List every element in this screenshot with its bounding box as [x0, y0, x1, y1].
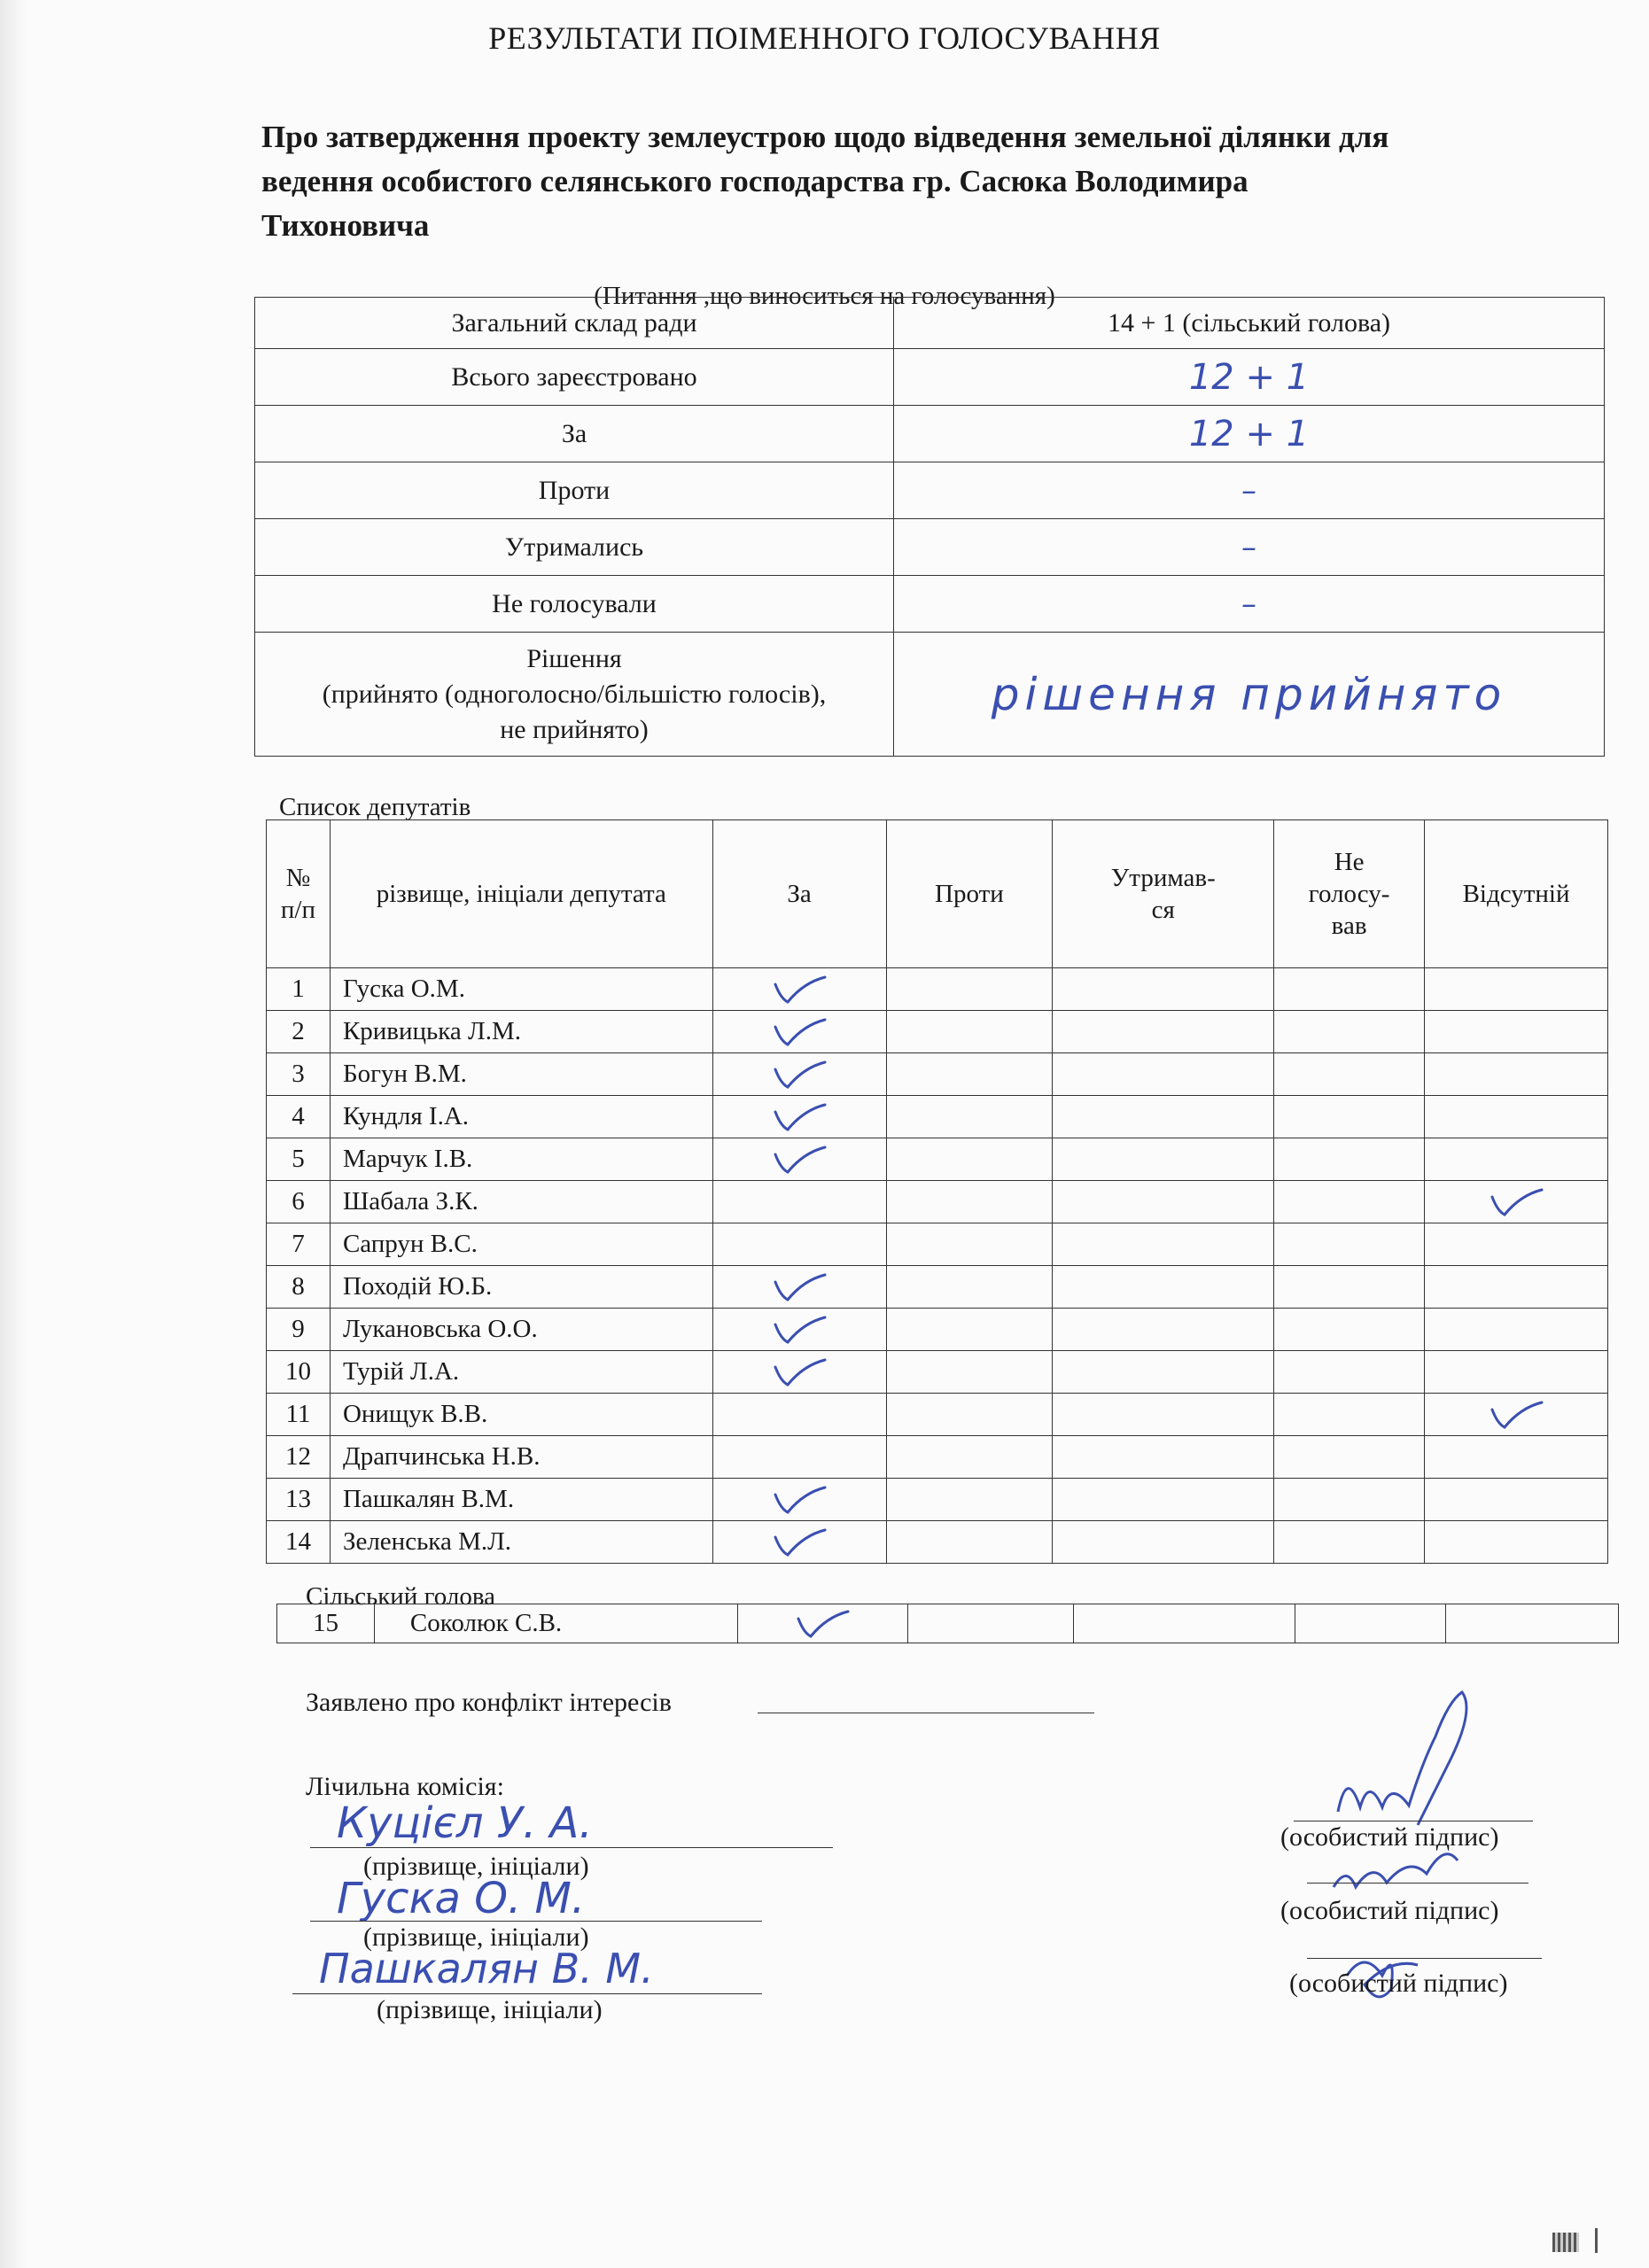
table-row: [267, 1138, 1608, 1181]
cell-abstained: [1053, 1479, 1274, 1521]
table-row: [267, 1479, 1608, 1521]
cell-proty: [886, 1223, 1053, 1266]
table-row: [267, 1521, 1608, 1564]
summary-label: Утримались: [255, 519, 894, 576]
checkmark-icon: [768, 1525, 830, 1560]
cell-not-voted: [1274, 1138, 1425, 1181]
cell-za: [712, 1309, 886, 1351]
cell-proty: [886, 1138, 1053, 1181]
signature-line: [1307, 1883, 1528, 1884]
header-abstained: [1053, 820, 1274, 968]
summary-row: [255, 349, 1605, 406]
cell-absent: [1425, 1053, 1608, 1096]
cell-proty: [886, 1479, 1053, 1521]
checkmark-icon: [768, 1355, 830, 1390]
header-not-voted-line: Не: [1334, 848, 1365, 876]
header-num: [267, 820, 331, 968]
commission-member-name: Пашкалян В. М.: [319, 1945, 654, 1992]
cell-proty: [886, 1181, 1053, 1223]
decision-label-line: Рішення: [526, 643, 622, 673]
deputy-name: Богун В.М.: [330, 1053, 712, 1096]
header-not-voted-line: голосу-: [1308, 880, 1390, 908]
cell-abstained: [1053, 1138, 1274, 1181]
deputy-name: Сапрун В.С.: [330, 1223, 712, 1266]
checkmark-icon: [768, 1270, 830, 1305]
cell-not-voted: [1274, 1436, 1425, 1479]
row-number: 7: [267, 1223, 331, 1266]
cell-za: [712, 1394, 886, 1436]
cell-abstained: [1053, 1521, 1274, 1564]
cell-not-voted: [1274, 1266, 1425, 1309]
cell-abstained: [1074, 1604, 1295, 1643]
row-number: 11: [267, 1394, 331, 1436]
cell-abstained: [1053, 1181, 1274, 1223]
signature-line: [1307, 1958, 1542, 1959]
checkmark-icon: [768, 1142, 830, 1177]
deputy-name: Шабала З.К.: [330, 1181, 712, 1223]
deputy-name: Гуска О.М.: [330, 968, 712, 1011]
commission-caption: (прізвище, ініціали): [363, 1922, 589, 1952]
deputy-name: Кундля І.А.: [330, 1096, 712, 1138]
deputy-name: Лукановська О.О.: [330, 1309, 712, 1351]
cell-za: [712, 1053, 886, 1096]
resolution-heading: Про затвердження проекту землеустрою щодо відведення земельної ділянки для ведення особистого селянського господарства гр. Сасюка Володимира Тихоновича: [261, 120, 1389, 243]
cell-absent: [1425, 1096, 1608, 1138]
cell-absent: [1446, 1604, 1619, 1643]
deputy-name: Кривицька Л.М.: [330, 1011, 712, 1053]
cell-abstained: [1053, 1309, 1274, 1351]
cell-za: [712, 1138, 886, 1181]
cell-za: [712, 968, 886, 1011]
summary-handwritten-value: –: [894, 519, 1605, 576]
deputy-name: Зеленська М.Л.: [330, 1521, 712, 1564]
cell-proty: [886, 1011, 1053, 1053]
cell-absent: [1425, 1266, 1608, 1309]
cell-not-voted: [1295, 1604, 1446, 1643]
row-number: 6: [267, 1181, 331, 1223]
cell-not-voted: [1274, 968, 1425, 1011]
header-num-line: №: [285, 864, 311, 892]
checkmark-icon: [1485, 1184, 1547, 1220]
cell-abstained: [1053, 1096, 1274, 1138]
table-row: [267, 1266, 1608, 1309]
summary-value: 14 + 1 (сільський голова): [894, 298, 1605, 349]
scan-edge-shadow: [0, 0, 27, 2268]
deputies-section-label: Список депутатів: [279, 793, 471, 821]
decision-label-line: не прийнято): [500, 714, 649, 744]
cell-abstained: [1053, 1436, 1274, 1479]
commission-label: Лічильна комісія:: [306, 1772, 504, 1801]
question-note: (Питання ,що виноситься на голосування): [594, 282, 1055, 310]
cell-za: [712, 1096, 886, 1138]
checkmark-icon: [768, 1482, 830, 1518]
checkmark-icon: [768, 1099, 830, 1135]
cell-za: [737, 1604, 907, 1643]
handwritten-signatures: [1285, 1683, 1515, 2055]
cell-absent: [1425, 968, 1608, 1011]
table-row: [267, 1351, 1608, 1394]
summary-handwritten-value: –: [894, 462, 1605, 519]
signature-caption: (особистий підпис): [1280, 1896, 1499, 1925]
cell-absent: [1425, 1521, 1608, 1564]
table-row: [267, 1096, 1608, 1138]
signature-caption: (особистий підпис): [1280, 1822, 1499, 1852]
checkmark-icon: [791, 1606, 853, 1642]
cell-proty: [886, 1436, 1053, 1479]
cell-absent: [1425, 1351, 1608, 1394]
summary-row: [255, 519, 1605, 576]
row-number: 3: [267, 1053, 331, 1096]
cell-not-voted: [1274, 1309, 1425, 1351]
cell-not-voted: [1274, 1011, 1425, 1053]
signature-caption: (особистий підпис): [1289, 1969, 1508, 1998]
row-number: 10: [267, 1351, 331, 1394]
summary-row: [255, 462, 1605, 519]
summary-row: [255, 576, 1605, 633]
decision-row: [255, 633, 1605, 757]
cell-absent: [1425, 1138, 1608, 1181]
cell-abstained: [1053, 1011, 1274, 1053]
cell-not-voted: [1274, 1479, 1425, 1521]
conflict-label: Заявлено про конфлікт інтересів: [306, 1688, 672, 1717]
cell-proty: [886, 1266, 1053, 1309]
header-not-voted: [1274, 820, 1425, 968]
row-number: 4: [267, 1096, 331, 1138]
header-abstained-line: Утримав-: [1110, 864, 1216, 892]
cell-za: [712, 1521, 886, 1564]
deputy-name: Походій Ю.Б.: [330, 1266, 712, 1309]
scanner-tick-icon: [1595, 2228, 1598, 2253]
cell-abstained: [1053, 968, 1274, 1011]
commission-line: [292, 1993, 762, 1994]
cell-za: [712, 1436, 886, 1479]
table-header-row: [267, 820, 1608, 968]
cell-proty: [886, 1521, 1053, 1564]
row-number: 8: [267, 1266, 331, 1309]
decision-label: [255, 633, 894, 757]
header-abstained-line: ся: [1151, 896, 1175, 924]
summary-handwritten-value: 12 + 1: [894, 349, 1605, 406]
cell-absent: [1425, 1223, 1608, 1266]
cell-not-voted: [1274, 1053, 1425, 1096]
commission-caption: (прізвище, ініціали): [377, 1995, 603, 2024]
cell-not-voted: [1274, 1096, 1425, 1138]
cell-not-voted: [1274, 1521, 1425, 1564]
summary-label: Не голосували: [255, 576, 894, 633]
summary-label: Проти: [255, 462, 894, 519]
summary-row: [255, 406, 1605, 462]
commission-caption: (прізвище, ініціали): [363, 1852, 589, 1881]
summary-table: [254, 297, 1605, 757]
cell-za: [712, 1011, 886, 1053]
document-title: РЕЗУЛЬТАТИ ПОІМЕННОГО ГОЛОСУВАННЯ: [488, 20, 1161, 56]
table-row: [267, 1223, 1608, 1266]
table-row: [267, 1011, 1608, 1053]
checkmark-icon: [768, 1057, 830, 1092]
row-number: 12: [267, 1436, 331, 1479]
commission-line: [310, 1847, 833, 1848]
cell-za: [712, 1266, 886, 1309]
row-number: 1: [267, 968, 331, 1011]
cell-za: [712, 1351, 886, 1394]
row-number: 9: [267, 1309, 331, 1351]
header-num-line: п/п: [280, 896, 316, 924]
cell-za: [712, 1181, 886, 1223]
table-row: [267, 1436, 1608, 1479]
head-table: [276, 1604, 1619, 1643]
summary-label: Загальний склад ради: [255, 298, 894, 349]
deputy-name: Турій Л.А.: [330, 1351, 712, 1394]
cell-not-voted: [1274, 1351, 1425, 1394]
decision-handwritten-value: рішення прийнято: [894, 633, 1605, 757]
row-number: 5: [267, 1138, 331, 1181]
header-not-voted-line: вав: [1331, 912, 1367, 940]
checkmark-icon: [768, 1014, 830, 1050]
cell-not-voted: [1274, 1181, 1425, 1223]
decision-label-line: (прийнято (одноголосно/більшістю голосів),: [322, 679, 827, 709]
commission-member-name: Гуска О. М.: [337, 1874, 586, 1923]
cell-abstained: [1053, 1266, 1274, 1309]
cell-absent: [1425, 1436, 1608, 1479]
cell-absent: [1425, 1309, 1608, 1351]
cell-proty: [886, 1053, 1053, 1096]
deputy-name: Пашкалян В.М.: [330, 1479, 712, 1521]
summary-label: За: [255, 406, 894, 462]
head-section-label: Сільський голова: [306, 1582, 496, 1611]
summary-label: Всього зареєстровано: [255, 349, 894, 406]
cell-abstained: [1053, 1053, 1274, 1096]
row-number: 14: [267, 1521, 331, 1564]
table-row: [267, 1181, 1608, 1223]
checkmark-icon: [1485, 1397, 1547, 1433]
row-number: 15: [277, 1604, 375, 1643]
summary-handwritten-value: 12 + 1: [894, 406, 1605, 462]
cell-not-voted: [1274, 1394, 1425, 1436]
table-row: [267, 968, 1608, 1011]
deputy-name: Онищук В.В.: [330, 1394, 712, 1436]
summary-row: [255, 298, 1605, 349]
row-number: 2: [267, 1011, 331, 1053]
cell-abstained: [1053, 1223, 1274, 1266]
head-name: Соколюк С.В.: [374, 1604, 737, 1643]
header-za: За: [712, 820, 886, 968]
cell-abstained: [1053, 1351, 1274, 1394]
row-number: 13: [267, 1479, 331, 1521]
header-absent: Відсутній: [1425, 820, 1608, 968]
cell-absent: [1425, 1011, 1608, 1053]
cell-za: [712, 1479, 886, 1521]
cell-proty: [907, 1604, 1074, 1643]
table-row: [267, 1053, 1608, 1096]
checkmark-icon: [768, 1312, 830, 1348]
deputy-name: Марчук І.В.: [330, 1138, 712, 1181]
cell-proty: [886, 1351, 1053, 1394]
scanner-mark-icon: [1552, 2233, 1579, 2252]
cell-proty: [886, 1394, 1053, 1436]
cell-proty: [886, 968, 1053, 1011]
deputies-table: [266, 819, 1608, 1564]
cell-not-voted: [1274, 1223, 1425, 1266]
cell-proty: [886, 1309, 1053, 1351]
table-row: [267, 1394, 1608, 1436]
checkmark-icon: [768, 972, 830, 1007]
cell-absent: [1425, 1181, 1608, 1223]
header-name: різвище, ініціали депутата: [330, 820, 712, 968]
cell-absent: [1425, 1479, 1608, 1521]
table-row: [277, 1604, 1619, 1643]
header-proty: Проти: [886, 820, 1053, 968]
table-row: [267, 1309, 1608, 1351]
commission-line: [310, 1921, 762, 1922]
cell-proty: [886, 1096, 1053, 1138]
cell-za: [712, 1223, 886, 1266]
commission-member-name: Куцієл У. А.: [337, 1798, 593, 1848]
deputy-name: Драпчинська Н.В.: [330, 1436, 712, 1479]
cell-abstained: [1053, 1394, 1274, 1436]
summary-handwritten-value: –: [894, 576, 1605, 633]
cell-absent: [1425, 1394, 1608, 1436]
